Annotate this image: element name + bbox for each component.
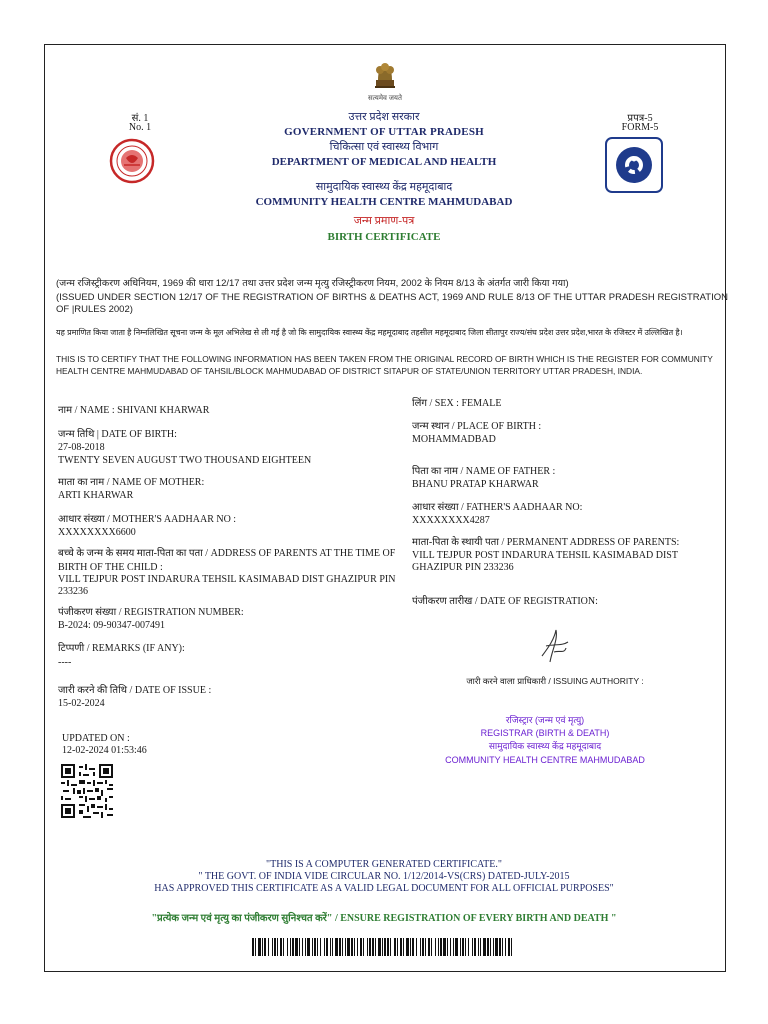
sex-field: लिंग / SEX : FEMALE [412,398,502,409]
issued-en: (ISSUED UNDER SECTION 12/17 OF THE REGISTRATION OF BIRTHS & DEATHS ACT, 1969 AND RULE 8/13 OF THE UTTAR PRADESH REGISTRATION OF |RULES 2002) [56,292,728,315]
barcode-icon [252,938,514,956]
slogan: "प्रत्येक जन्म एवं मृत्यु का पंजीकरण सुनिश्चत करें" / ENSURE REGISTRATION OF EVERY BIRTH AND DEATH " [151,913,617,924]
qr-code-icon [61,764,113,818]
centre-hi: सामुदायिक स्वास्थ्य केंद्र महमूदाबाद [315,181,453,193]
left-no-en: No. 1 [128,122,152,133]
left-no-hi: सं. 1 [131,113,149,124]
certify-hi: यह प्रमाणित किया जाता है निम्नलिखित सूचना जन्म के मूल अभिलेख से ली गई है जो कि सामुदायिक स्वास्थ्य केंद्र महमूदाबाद तहसील महमूदाबाद जिला सीतापुर राज्य/संघ प्रदेश उत्तर प्रदेश,भारत के रजिस्टर में उल्लिखित है। [56,328,683,337]
father-name-value: BHANU PRATAP KHARWAR [412,479,539,490]
footer-line-3: HAS APPROVED THIS CERTIFICATE AS A VALID LEGAL DOCUMENT FOR ALL OFFICIAL PURPOSES" [154,883,614,894]
place-of-birth-value: MOHAMMADBAD [412,434,496,445]
date-of-issue-value: 15-02-2024 [58,698,105,709]
address-birth-label: बच्चे के जन्म के समय माता-पिता का पता / ADDRESS OF PARENTS AT THE TIME OF BIRTH OF THE CHILD : [58,548,396,573]
up-govt-logo-icon [109,138,155,184]
father-name-label: पिता का नाम / NAME OF FATHER : [412,466,556,477]
permanent-address-value: VILL TEJPUR POST INDARURA TEHSIL KASIMABAD DIST GHAZIPUR PIN 233236 [412,550,678,573]
mother-aadhaar-label: आधार संख्या / MOTHER'S AADHAAR NO : [58,514,237,525]
mother-name-label: माता का नाम / NAME OF MOTHER: [58,477,205,488]
emblem-motto: सत्यमेव जयते [368,94,402,102]
registrar-centre-hi: सामुदायिक स्वास्थ्य केंद्र महमूदाबाद [488,741,602,751]
crs-logo-icon [605,137,663,193]
certify-en: THIS IS TO CERTIFY THAT THE FOLLOWING INFORMATION HAS BEEN TAKEN FROM THE ORIGINAL RECORD OF BIRTH WHICH IS THE REGISTER FOR COMMUNITY HEALTH CENTRE MAHMUDABAD OF TAHSIL/BLOCK MAHMUDABAD OF DISTRICT SITAPUR OF STATE/UNION TERRITORY UTTAR PRADESH, INDIA. [56,354,713,376]
signature-icon [536,626,572,666]
govt-hi: उत्तर प्रदेश सरकार [348,111,420,123]
registrar-en: REGISTRAR (BIRTH & DEATH) [480,728,610,738]
issuing-authority-label: जारी करने वाला प्राधिकारी / ISSUING AUTHORITY : [466,676,644,686]
father-aadhaar-label: आधार संख्या / FATHER'S AADHAAR NO: [412,502,583,513]
footer-line-1: "THIS IS A COMPUTER GENERATED CERTIFICATE." [266,859,502,870]
permanent-address-label: माता-पिता के स्थायी पता / PERMANENT ADDRESS OF PARENTS: [412,537,680,548]
remarks-value: ---- [58,657,72,668]
registration-number-label: पंजीकरण संख्या / REGISTRATION NUMBER: [58,607,244,618]
right-form-hi: प्रपत्र-5 [627,113,653,124]
dob-value: 27-08-2018 [58,442,105,453]
page-title: BIRTH CERTIFICATE [327,231,441,243]
registrar-hi: रजिस्ट्रार (जन्म एवं मृत्यु) [505,715,585,725]
dept-hi: चिकित्सा एवं स्वास्थ्य विभाग [329,141,439,153]
right-form-en: FORM-5 [621,122,659,133]
centre-en: COMMUNITY HEALTH CENTRE MAHMUDABAD [255,196,513,208]
issued-hi: (जन्म रजिस्ट्रीकरण अधिनियम, 1969 की धारा 12/17 तथा उत्तर प्रदेश जन्म मृत्यु रजिस्ट्रीकरण नियम, 2002 के नियम 8/13 के अंतर्गत जारी किया गया) [56,278,569,289]
footer-line-2: " THE GOVT. OF INDIA VIDE CIRCULAR NO. 1/12/2014-VS(CRS) DATED-JULY-2015 [198,871,570,882]
place-of-birth-label: जन्म स्थान / PLACE OF BIRTH : [412,421,542,432]
dept-en: DEPARTMENT OF MEDICAL AND HEALTH [271,156,497,168]
title-hi: जन्म प्रमाण-पत्र [353,215,415,227]
national-emblem-icon [370,58,400,94]
mother-aadhaar-value: XXXXXXXX6600 [58,527,136,538]
registration-date-label: पंजीकरण तारीख / DATE OF REGISTRATION: [412,596,598,607]
registration-number-value: B-2024: 09-90347-007491 [58,620,165,631]
dob-words: TWENTY SEVEN AUGUST TWO THOUSAND EIGHTEEN [58,455,312,466]
mother-name-value: ARTI KHARWAR [58,490,134,501]
name-field: नाम / NAME : SHIVANI KHARWAR [58,405,210,416]
updated-on-value: 12-02-2024 01:53:46 [62,745,147,756]
govt-en: GOVERNMENT OF UTTAR PRADESH [284,126,484,138]
date-of-issue-label: जारी करने की तिथि / DATE OF ISSUE : [58,685,212,696]
registrar-centre-en: COMMUNITY HEALTH CENTRE MAHMUDABAD [445,755,645,765]
dob-label: जन्म तिथि | DATE OF BIRTH: [58,429,177,440]
father-aadhaar-value: XXXXXXXX4287 [412,515,490,526]
updated-on-label: UPDATED ON : [62,733,130,744]
remarks-label: टिप्पणी / REMARKS (IF ANY): [58,643,185,654]
address-birth-value: VILL TEJPUR POST INDARURA TEHSIL KASIMABAD DIST GHAZIPUR PIN 233236 [58,574,396,597]
